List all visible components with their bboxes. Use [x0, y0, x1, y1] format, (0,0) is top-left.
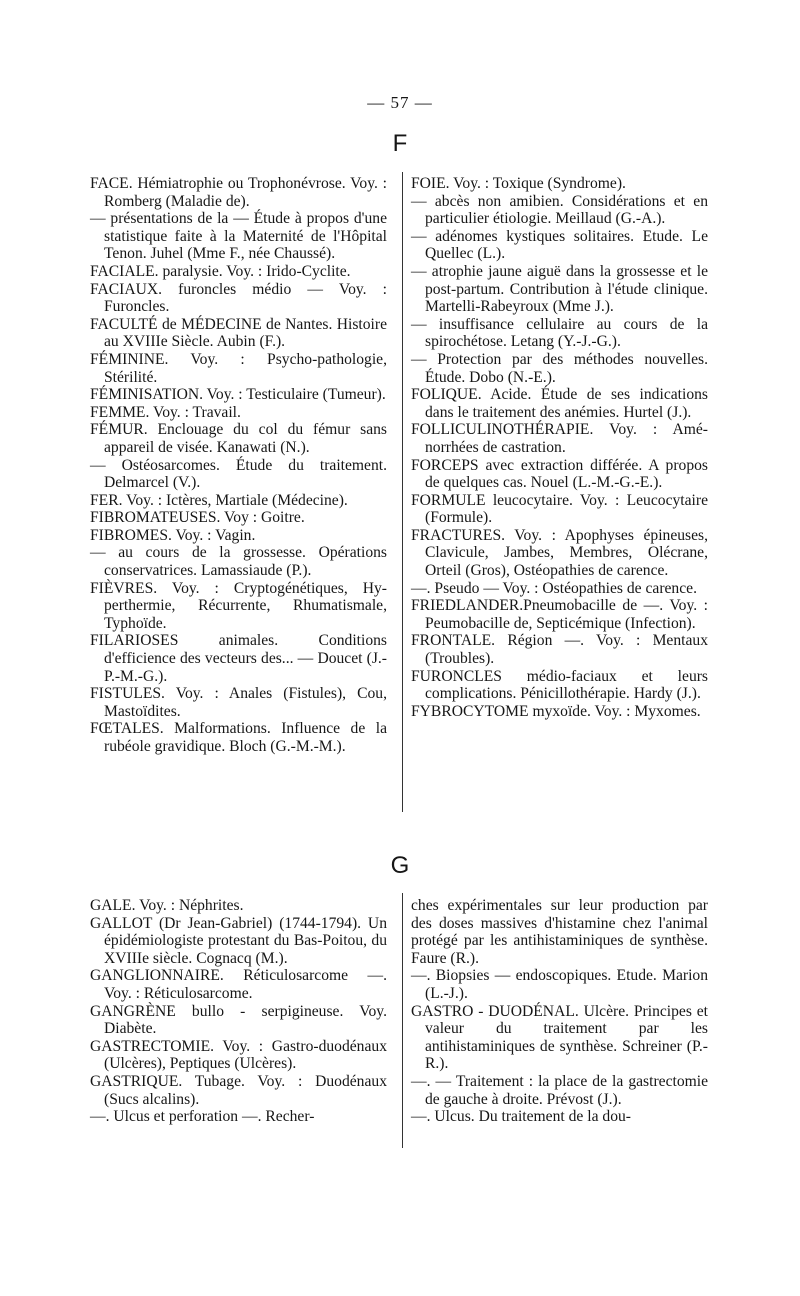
- index-entry: FER. Voy. : Ictères, Martiale (Médecine).: [90, 491, 348, 509]
- index-entry: GANGRÈNE bullo - serpigineuse. Voy. Diabète.: [90, 1002, 387, 1038]
- index-entry: FORMULE leucocytaire. Voy. : Leucocytaire (Formule).: [411, 491, 708, 527]
- index-entry: FACIAUX. furoncles médio — Voy. : Furoncles.: [90, 280, 387, 316]
- index-entry: —. Ulcus. Du traitement de la dou-: [411, 1108, 631, 1126]
- index-entry: FIBROMES. Voy. : Vagin.: [90, 526, 256, 544]
- index-entry: FOLLICULINOTHÉRAPIE. Voy. : Aménorrhées de castration.: [411, 421, 708, 456]
- index-entry: FORCEPS avec extraction différée. A propos de quelques cas. Nouel (L.-M.-G.-E.).: [411, 456, 708, 492]
- index-entry: FILARIOSES animales. Conditions d'efficience des vecteurs des... — Doucet (J.-P.-M.-G.).: [90, 632, 387, 685]
- index-entry: FIÈVRES. Voy. : Cryptogénétiques, Hyperthermie, Récurrente, Rhumatismale, Typhoïde.: [90, 579, 387, 632]
- index-entry: — adénomes kystiques solitaires. Etude. Le Quellec (L.).: [411, 227, 708, 263]
- index-entry: FŒTALES. Malformations. Influence de la rubéole gravidique. Bloch (G.-M.-M.).: [90, 720, 387, 755]
- index-entry: —. Biopsies — endoscopiques. Etude. Marion (L.-J.).: [411, 967, 708, 1002]
- index-entry: GASTRECTOMIE. Voy. : Gastro-duodénaux (Ulcères), Peptiques (Ulcères).: [90, 1037, 387, 1073]
- index-entry: GASTRIQUE. Tubage. Voy. : Duodénaux (Sucs alcalins).: [90, 1072, 387, 1108]
- index-entry: FRIEDLANDER.Pneumobacille de —. Voy. : Peumobacille de, Septicémique (Infection).: [411, 597, 708, 632]
- index-entry: FACIALE. paralysie. Voy. : Irido-Cyclite.: [90, 262, 351, 280]
- index-entry: ches expérimentales sur leur production par des doses massives d'histamine chez l'animal protégé par les antihistaminiques de synthèse. Faure (R.).: [411, 897, 708, 967]
- index-entry: — Protection par des méthodes nouvelles. Étude. Dobo (N.-E.).: [411, 350, 708, 386]
- index-entry: FÉMINISATION. Voy. : Testiculaire (Tumeur).: [90, 386, 386, 404]
- index-entry: FOLIQUE. Acide. Étude de ses indications dans le traitement des anémies. Hurtel (J.).: [411, 386, 708, 421]
- index-entry: FACULTÉ de MÉDECINE de Nantes. Histoire au XVIIIe Siècle. Aubin (F.).: [90, 315, 387, 351]
- section-f-right-column: [411, 175, 708, 720]
- index-entry: FURONCLES médio-faciaux et leurs complications. Pénicillothérapie. Hardy (J.).: [411, 667, 708, 703]
- page-number: — 57 —: [367, 93, 433, 112]
- index-entry: FISTULES. Voy. : Anales (Fistules), Cou, Mastoïdites.: [90, 685, 387, 720]
- column-divider: [402, 172, 403, 812]
- index-entry: FIBROMATEUSES. Voy : Goitre.: [90, 509, 305, 527]
- index-entry: — Ostéosarcomes. Étude du traitement. Delmarcel (V.).: [90, 456, 387, 492]
- section-letter-g: G: [390, 852, 410, 879]
- index-entry: FÉMUR. Enclouage du col du fémur sans appareil de visée. Kanawati (N.).: [90, 421, 387, 456]
- index-entry: FÉMININE. Voy. : Psycho-pathologie, Stérilité.: [90, 350, 387, 386]
- index-entry: FRONTALE. Région —. Voy. : Mentaux (Troubles).: [411, 632, 708, 668]
- index-entry: — au cours de la grossesse. Opérations conservatrices. Lamassiaude (P.).: [90, 544, 387, 580]
- index-entry: —. Ulcus et perforation —. Recher-: [90, 1108, 315, 1126]
- index-entry: — atrophie jaune aiguë dans la grossesse et le post-partum. Contribution à l'étude clinique. Martelli-Rabeyroux (Mme J.).: [411, 262, 708, 316]
- section-f-left-column: [90, 175, 387, 756]
- section-g-left-column: [90, 897, 387, 1126]
- index-entry: FACE. Hémiatrophie ou Trophonévrose. Voy. : Romberg (Maladie de).: [90, 175, 387, 210]
- index-entry: GALLOT (Dr Jean-Gabriel) (1744-1794). Un épidémiologiste protestant du Bas-Poitou, du XVIIIe siècle. Cognacq (M.).: [90, 914, 387, 967]
- section-g-right-column: [411, 897, 708, 1126]
- index-entry: FEMME. Voy. : Travail.: [90, 403, 241, 421]
- index-entry: FYBROCYTOME myxoïde. Voy. : Myxomes.: [411, 702, 701, 720]
- column-divider: [402, 893, 403, 1148]
- index-entry: — insuffisance cellulaire au cours de la spirochétose. Letang (Y.-J.-G.).: [411, 315, 708, 351]
- index-entry: — présentations de la — Étude à propos d'une statistique faite à la Maternité de l'Hôpital Tenon. Juhel (Mme F., née Chaussé).: [90, 210, 387, 263]
- index-entry: GANGLIONNAIRE. Réticulosarcome —. Voy. : Réticulosarcome.: [90, 967, 387, 1002]
- index-entry: —. Pseudo — Voy. : Ostéopathies de carence.: [411, 579, 697, 597]
- index-entry: — abcès non amibien. Considérations et en particulier étiologie. Meillaud (G.-A.).: [411, 192, 708, 228]
- section-letter-f: F: [392, 130, 408, 157]
- index-entry: FOIE. Voy. : Toxique (Syndrome).: [411, 175, 626, 192]
- index-entry: GALE. Voy. : Néphrites.: [90, 897, 244, 914]
- index-entry: —. — Traitement : la place de la gastrectomie de gauche à droite. Prévost (J.).: [411, 1072, 708, 1108]
- index-entry: GASTRO - DUODÉNAL. Ulcère. Principes et valeur du traitement par les antihistaminiques de synthèse. Schreiner (P.-R.).: [411, 1002, 708, 1073]
- index-entry: FRACTURES. Voy. : Apophyses épineuses, Clavicule, Jambes, Membres, Olécrane, Orteil (Gros), Ostéopathies de carence.: [411, 526, 708, 580]
